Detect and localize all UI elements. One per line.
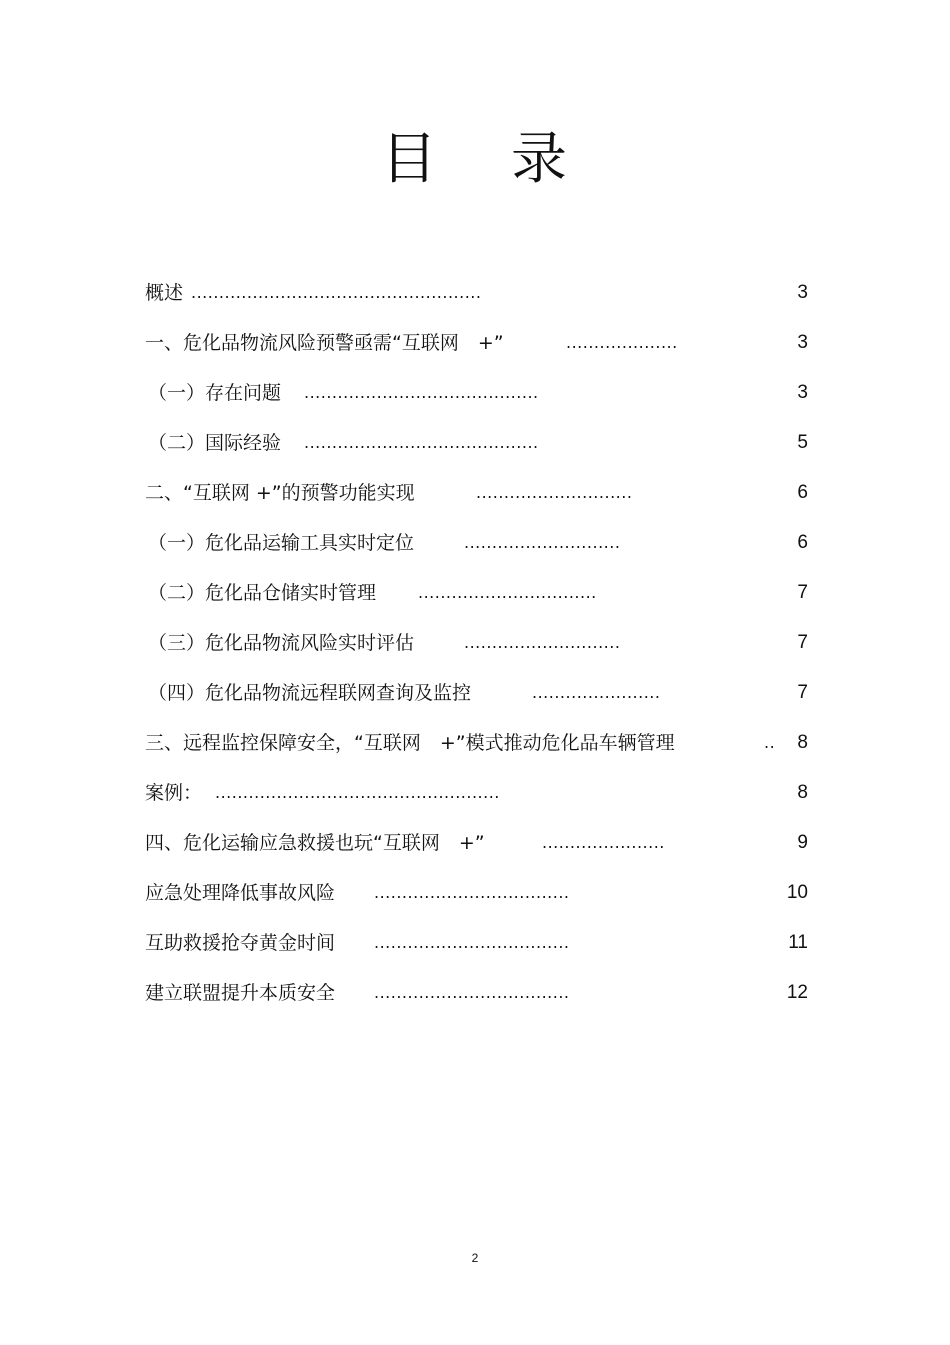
toc-entry-leader: .................................................... <box>191 283 482 302</box>
toc-entry-leader: ...................... <box>542 833 665 852</box>
toc-entry[interactable] <box>145 420 808 470</box>
toc-entry-label: （一）危化品运输工具实时定位 <box>148 532 415 554</box>
toc-entry-label: （一）存在问题 <box>148 382 282 404</box>
toc-entry-leader: ................................... <box>374 883 570 902</box>
toc-entry[interactable] <box>145 920 808 970</box>
toc-entry-page: 7 <box>797 632 808 653</box>
toc-entry-page: 7 <box>797 582 808 603</box>
toc-entry-label: 建立联盟提升本质安全 <box>145 982 336 1004</box>
toc-entry-page: 3 <box>797 282 808 303</box>
toc-entry-label: 概述 <box>145 282 184 304</box>
toc-entry-label: 二、“互联网 +”的预警功能实现 <box>145 482 415 504</box>
toc-entry-label: （三）危化品物流风险实时评估 <box>148 632 415 654</box>
toc-entry-label: 三、远程监控保障安全，“互联网 +”模式推动危化品车辆管理 <box>145 732 675 754</box>
toc-entry-leader: ................................... <box>374 933 570 952</box>
toc-entry-label: 应急处理降低事故风险 <box>145 882 336 904</box>
toc-entry[interactable] <box>145 570 808 620</box>
toc-entry-leader: ............................ <box>464 533 621 552</box>
toc-entry-leader: ............................ <box>476 483 633 502</box>
toc-entry[interactable] <box>145 820 808 870</box>
toc-entry-leader: ................................... <box>374 983 570 1002</box>
table-of-contents <box>145 270 808 1020</box>
toc-entry-label: （四）危化品物流远程联网查询及监控 <box>148 682 472 704</box>
toc-entry[interactable] <box>145 970 808 1020</box>
toc-entry-leader: ................................................... <box>215 783 500 802</box>
toc-entry-leader: ................................ <box>418 583 597 602</box>
toc-entry-label: 一、危化品物流风险预警亟需“互联网 +” <box>145 332 504 354</box>
toc-entry-label: （二）国际经验 <box>148 432 282 454</box>
toc-entry-page: 9 <box>797 832 808 853</box>
toc-entry-leader: ....................... <box>532 683 661 702</box>
toc-entry-page: 5 <box>797 432 808 453</box>
toc-entry-label: 案例： <box>145 782 203 804</box>
toc-entry[interactable] <box>145 720 808 770</box>
toc-entry[interactable] <box>145 370 808 420</box>
toc-entry-label: 四、危化运输应急救援也玩“互联网 +” <box>145 832 485 854</box>
toc-entry[interactable] <box>145 320 808 370</box>
toc-entry[interactable] <box>145 620 808 670</box>
toc-entry-page: 6 <box>797 532 808 553</box>
toc-entry-page: 8 <box>797 732 808 753</box>
toc-entry-page: 8 <box>797 782 808 803</box>
toc-entry-leader: ............................ <box>464 633 621 652</box>
toc-entry[interactable] <box>145 470 808 520</box>
toc-entry[interactable] <box>145 520 808 570</box>
toc-entry[interactable] <box>145 270 808 320</box>
toc-entry-label: （二）危化品仓储实时管理 <box>148 582 377 604</box>
toc-entry-page: 11 <box>788 932 808 953</box>
toc-entry-page: 12 <box>786 982 808 1003</box>
title-char-1: 目 <box>381 127 439 192</box>
page-number: 2 <box>471 1251 479 1265</box>
toc-entry-page: 3 <box>797 382 808 403</box>
toc-entry-page: 7 <box>797 682 808 703</box>
toc-entry-leader: .......................................... <box>304 383 539 402</box>
title-char-2: 录 <box>511 127 569 192</box>
toc-entry-label: 互助救援抢夺黄金时间 <box>145 932 336 954</box>
toc-entry-leader: .......................................... <box>304 433 539 452</box>
toc-entry-leader: .................... <box>566 333 678 352</box>
toc-entry-page: 10 <box>786 882 808 903</box>
page-title <box>0 128 950 192</box>
toc-entry-page: 6 <box>797 482 808 503</box>
toc-entry-leader: .. <box>764 733 776 752</box>
toc-entry[interactable] <box>145 770 808 820</box>
toc-entry-page: 3 <box>797 332 808 353</box>
toc-entry[interactable] <box>145 670 808 720</box>
toc-entry[interactable] <box>145 870 808 920</box>
